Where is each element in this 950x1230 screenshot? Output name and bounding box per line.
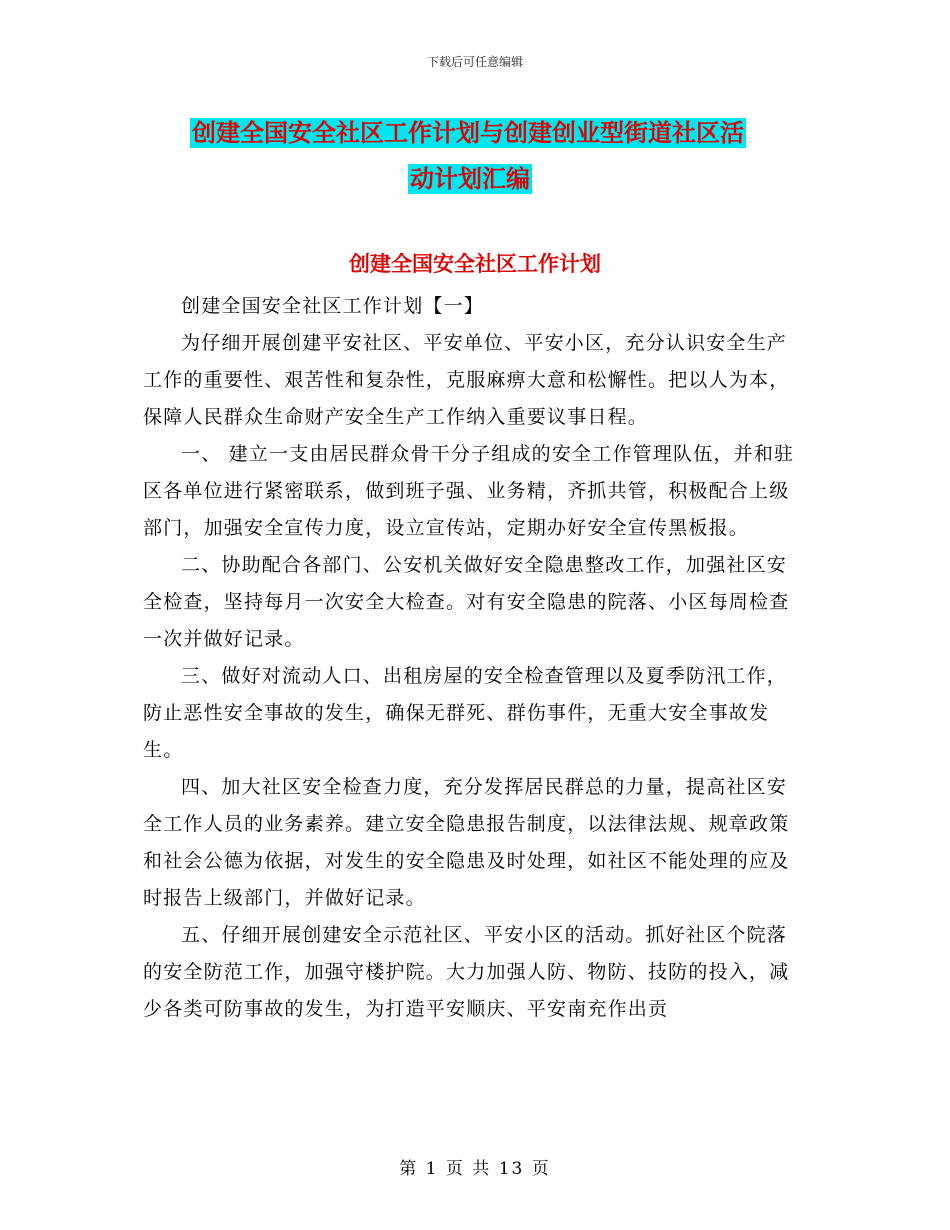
title-line-2-text: 动计划汇编 <box>410 165 530 193</box>
document-title <box>190 110 810 202</box>
paragraph-subtitle: 创建全国安全社区工作计划【一】 <box>181 295 485 317</box>
document-title-line-1 <box>190 110 810 156</box>
paragraph-item-1: 一、 建立一支由居民群众骨干分子组成的安全工作管理队伍，并和驻区各单位进行紧密联系，做到班子强、业务精，齐抓共管，积极配合上级部门，加强安全宣传力度，设立宣传站，定期办好安全宣传黑板报。 <box>143 443 795 539</box>
page-header-note: 下载后可任意编辑 <box>426 55 523 69</box>
paragraph-item-2: 二、协助配合各部门、公安机关做好安全隐患整改工作，加强社区安全检查，坚持每月一次安全大检查。对有安全隐患的院落、小区每周检查一次并做好记录。 <box>143 554 790 650</box>
paragraph-item-3: 三、做好对流动人口、出租房屋的安全检查管理以及夏季防汛工作，防止恶性安全事故的发生，确保无群死、群伤事件，无重大安全事故发生。 <box>143 665 788 761</box>
paragraph-item-4: 四、加大社区安全检查力度，充分发挥居民群总的力量，提高社区安全工作人员的业务素养。建立安全隐患报告制度，以法律法规、规章政策和社会公德为依据，对发生的安全隐患及时处理，如社区不能处理的应及时报告上级部门，并做好记录。 <box>143 776 790 909</box>
paragraph-item-5: 五、仔细开展创建安全示范社区、平安小区的活动。抓好社区个院落的安全防范工作，加强守楼护院。大力加强人防、物防、技防的投入，减少各类可防事故的发生，为打造平安顺庆、平安南充作出贡 <box>143 924 790 1020</box>
page-number: 第 1 页 共 13 页 <box>399 1159 551 1179</box>
document-title-line-2 <box>190 156 810 202</box>
section-title: 创建全国安全社区工作计划 <box>349 252 601 276</box>
document-body <box>143 288 803 1028</box>
paragraph-intro: 为仔细开展创建平安社区、平安单位、平安小区，充分认识安全生产工作的重要性、艰苦性和复杂性，克服麻痹大意和松懈性。把以人为本，保障人民群众生命财产安全生产工作纳入重要议事日程。 <box>143 332 790 428</box>
title-line-1-text: 创建全国安全社区工作计划与创建创业型街道社区活 <box>192 119 744 147</box>
